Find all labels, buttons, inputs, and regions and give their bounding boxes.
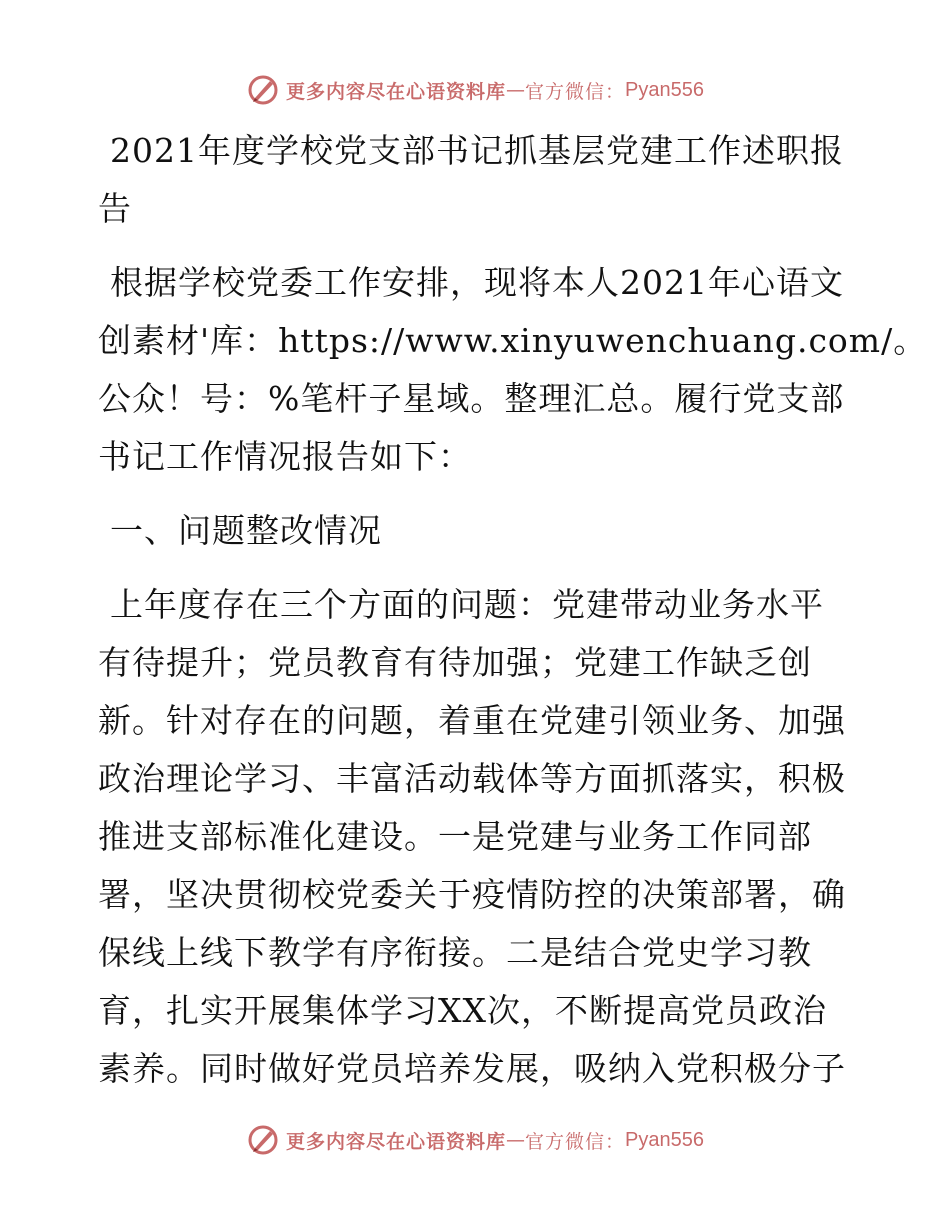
header-banner	[0, 70, 950, 110]
banner-text: 更多内容尽在心语资料库	[286, 1130, 507, 1153]
banner-text: 更多内容尽在心语资料库	[286, 80, 507, 103]
paragraph-line: 创素材'库：https://www.xinyuwenchuang.com/。	[98, 321, 928, 360]
paragraph-line: 书记工作情况报告如下：	[98, 437, 472, 476]
document-title	[98, 122, 858, 238]
document-body	[98, 122, 928, 1098]
paragraph-line: 新。针对存在的问题，着重在党建引领业务、加强	[98, 701, 846, 740]
pen-logo-icon	[246, 73, 280, 107]
section-heading: 一、问题整改情况	[110, 511, 382, 550]
body-paragraph	[98, 576, 858, 1098]
banner-wechat-label: 官方微信：	[525, 1130, 626, 1153]
paragraph-line: 公众！号：%笔杆子星域。整理汇总。履行党支部	[98, 379, 845, 418]
banner-wechat-id: Pyan556	[625, 78, 704, 101]
pen-logo-icon	[246, 1123, 280, 1157]
paragraph-line: 政治理论学习、丰富活动载体等方面抓落实，积极	[98, 759, 846, 798]
paragraph-line: 上年度存在三个方面的问题：党建带动业务水平	[110, 585, 824, 624]
banner-wechat-label: 官方微信：	[525, 80, 626, 103]
banner-dash: —	[506, 79, 526, 101]
title-line: 告	[98, 189, 132, 228]
paragraph-line: 根据学校党委工作安排，现将本人2021年心语文	[110, 263, 844, 302]
paragraph-line: 保线上线下教学有序衔接。二是结合党史学习教	[98, 933, 812, 972]
paragraph-line: 素养。同时做好党员培养发展，吸纳入党积极分子	[98, 1049, 846, 1088]
paragraph-line: 育，扎实开展集体学习XX次，不断提高党员政治	[98, 991, 827, 1030]
footer-banner	[0, 1120, 950, 1160]
paragraph-line: 署，坚决贯彻校党委关于疫情防控的决策部署，确	[98, 875, 846, 914]
paragraph-line: 推进支部标准化建设。一是党建与业务工作同部	[98, 817, 812, 856]
paragraph-line: 有待提升；党员教育有待加强；党建工作缺乏创	[98, 643, 812, 682]
banner-wechat-id: Pyan556	[625, 1128, 704, 1151]
banner-dash: —	[506, 1129, 526, 1151]
intro-paragraph	[98, 254, 928, 486]
title-line: 2021年度学校党支部书记抓基层党建工作述职报	[110, 131, 844, 170]
